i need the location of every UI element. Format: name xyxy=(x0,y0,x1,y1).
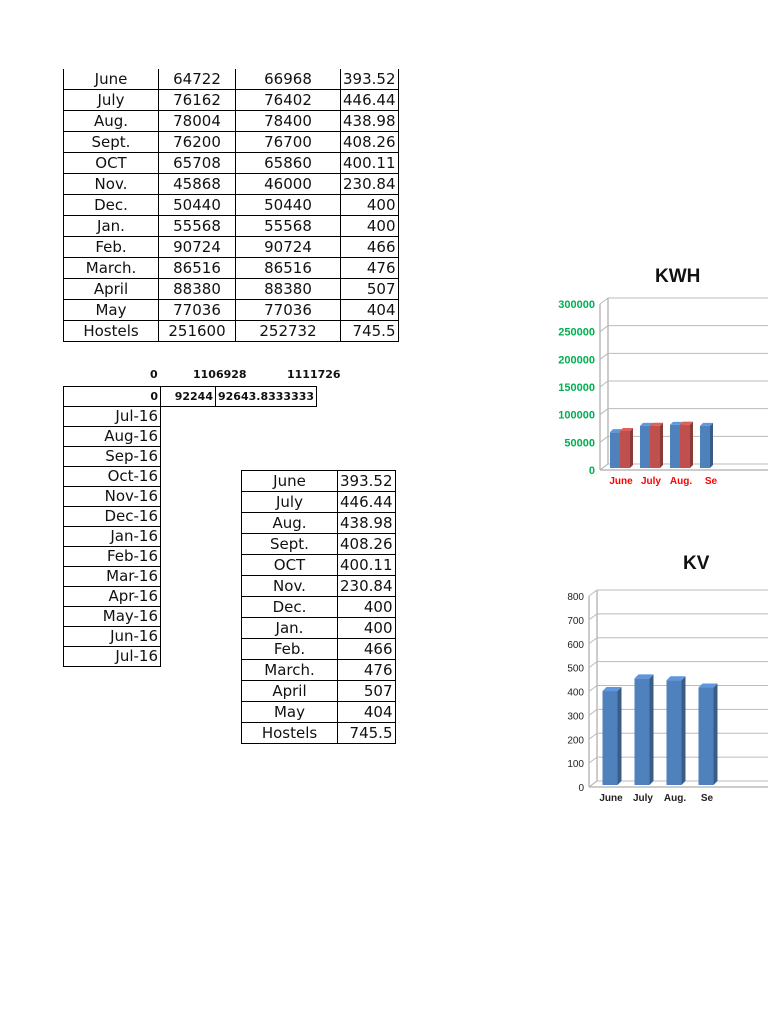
gridline xyxy=(589,638,597,644)
table-cell: 446.44 xyxy=(341,90,399,111)
y-tick-label: 300000 xyxy=(558,299,595,311)
y-tick-label: 700 xyxy=(567,615,584,627)
table-cell: 76200 xyxy=(159,132,236,153)
gridline xyxy=(589,614,597,620)
table-cell: 400 xyxy=(341,195,399,216)
table-cell: 64722 xyxy=(159,69,236,90)
table-row xyxy=(242,492,396,513)
table-cell: 408.26 xyxy=(338,534,396,555)
month-cell: Sep-16 xyxy=(64,447,161,467)
table-row xyxy=(64,153,399,174)
table-cell: 251600 xyxy=(159,321,236,342)
y-tick-label: 100 xyxy=(567,759,584,771)
table-row xyxy=(64,174,399,195)
month-cell: May-16 xyxy=(64,607,161,627)
table-cell: June xyxy=(242,471,338,492)
table-row xyxy=(64,279,399,300)
empty-cell xyxy=(161,627,216,647)
empty-cell xyxy=(161,407,216,427)
month-cell: Dec-16 xyxy=(64,507,161,527)
table-cell: 77036 xyxy=(236,300,341,321)
total-cell: 1106928 xyxy=(193,368,247,381)
table-row xyxy=(64,321,399,342)
table-cell: 88380 xyxy=(236,279,341,300)
table-cell: 230.84 xyxy=(341,174,399,195)
gridline xyxy=(600,436,608,442)
table-cell: 745.5 xyxy=(341,321,399,342)
y-tick-label: 0 xyxy=(588,465,595,477)
table-cell: 404 xyxy=(338,702,396,723)
bar-side xyxy=(630,428,633,468)
empty-cell xyxy=(216,427,317,447)
gridline xyxy=(589,686,597,692)
bar xyxy=(635,678,650,785)
kwh-bar-chart xyxy=(550,258,768,498)
table-cell: 438.98 xyxy=(341,111,399,132)
table-cell: 65860 xyxy=(236,153,341,174)
bar-side xyxy=(618,687,622,785)
gridline xyxy=(589,709,597,715)
table-cell: Jan. xyxy=(64,216,159,237)
table-cell: 507 xyxy=(338,681,396,702)
table-row xyxy=(64,90,399,111)
bar xyxy=(699,688,714,785)
empty-cell xyxy=(161,507,216,527)
kw-bar-chart xyxy=(550,545,768,815)
table-row xyxy=(64,216,399,237)
table-cell: OCT xyxy=(242,555,338,576)
month-cell: Jan-16 xyxy=(64,527,161,547)
x-tick-label: Aug. xyxy=(663,793,687,804)
table-cell: 55568 xyxy=(236,216,341,237)
table-row xyxy=(64,111,399,132)
bar-side xyxy=(650,674,654,785)
gridline xyxy=(600,298,608,304)
table-cell: 77036 xyxy=(159,300,236,321)
table-row xyxy=(64,132,399,153)
table-cell: Dec. xyxy=(242,597,338,618)
empty-cell xyxy=(161,487,216,507)
chart-title: KWH xyxy=(655,266,701,287)
x-tick-label: June xyxy=(599,793,623,804)
x-tick-label: July xyxy=(640,476,662,487)
table-cell: 76402 xyxy=(236,90,341,111)
table-cell: 76162 xyxy=(159,90,236,111)
table-cell: May xyxy=(242,702,338,723)
y-tick-label: 300 xyxy=(567,711,584,723)
totals-row xyxy=(63,368,341,384)
kw-data-table-body xyxy=(242,471,396,744)
table-cell: Nov. xyxy=(242,576,338,597)
table-cell: Feb. xyxy=(242,639,338,660)
bar-side xyxy=(682,676,686,785)
kwh-data-table-body xyxy=(64,69,399,342)
chart-x-ticks xyxy=(599,793,713,804)
table-cell: 393.52 xyxy=(338,471,396,492)
month-cell: Mar-16 xyxy=(64,567,161,587)
x-tick-label: Se xyxy=(700,793,714,804)
bar xyxy=(620,431,630,468)
bar-side xyxy=(690,422,693,468)
table-row xyxy=(242,471,396,492)
table-row xyxy=(242,555,396,576)
table-cell: July xyxy=(64,90,159,111)
table-cell: 404 xyxy=(341,300,399,321)
table-cell: 88380 xyxy=(159,279,236,300)
table-cell: 86516 xyxy=(159,258,236,279)
gridline xyxy=(589,781,597,787)
table-cell: OCT xyxy=(64,153,159,174)
table-cell: March. xyxy=(242,660,338,681)
y-tick-label: 150000 xyxy=(558,382,595,394)
month-cell: Oct-16 xyxy=(64,467,161,487)
table-cell: 446.44 xyxy=(338,492,396,513)
table-cell: 90724 xyxy=(236,237,341,258)
table-cell: 65708 xyxy=(159,153,236,174)
y-tick-label: 200 xyxy=(567,735,584,747)
y-tick-label: 600 xyxy=(567,639,584,651)
chart-y-ticks xyxy=(567,592,584,794)
table-cell: July xyxy=(242,492,338,513)
table-row xyxy=(64,300,399,321)
y-tick-label: 250000 xyxy=(558,326,595,339)
month-cell: Jul-16 xyxy=(64,407,161,427)
x-tick-label: Se xyxy=(704,476,718,487)
bar xyxy=(610,432,620,468)
table-row xyxy=(64,69,399,90)
table-row xyxy=(64,258,399,279)
table-row xyxy=(242,702,396,723)
bar-side xyxy=(660,423,663,468)
table-row xyxy=(242,681,396,702)
month-cell: Jun-16 xyxy=(64,627,161,647)
table-cell: 78400 xyxy=(236,111,341,132)
y-tick-label: 0 xyxy=(578,783,584,794)
y-tick-label: 800 xyxy=(567,592,584,603)
table-cell: 745.5 xyxy=(338,723,396,744)
table-row xyxy=(64,237,399,258)
table-cell: 400.11 xyxy=(341,153,399,174)
table-cell: April xyxy=(64,279,159,300)
gridline xyxy=(600,353,608,359)
table-cell: Sept. xyxy=(242,534,338,555)
table-cell: Aug. xyxy=(242,513,338,534)
x-tick-label: June xyxy=(609,476,633,487)
table-cell: 66968 xyxy=(236,69,341,90)
table-row xyxy=(242,618,396,639)
bar xyxy=(650,426,660,468)
table-cell: 466 xyxy=(341,237,399,258)
empty-cell xyxy=(161,587,216,607)
average-cell: 0 xyxy=(64,387,161,407)
y-tick-label: 50000 xyxy=(564,437,595,450)
table-cell: 408.26 xyxy=(341,132,399,153)
empty-cell xyxy=(161,427,216,447)
table-cell: 252732 xyxy=(236,321,341,342)
average-row xyxy=(64,387,317,407)
table-row xyxy=(242,534,396,555)
table-cell: 400 xyxy=(338,597,396,618)
table-cell: 50440 xyxy=(159,195,236,216)
gridline xyxy=(589,662,597,668)
table-row xyxy=(242,660,396,681)
table-cell: Sept. xyxy=(64,132,159,153)
x-tick-label: Aug. xyxy=(669,476,693,487)
table-row xyxy=(242,513,396,534)
table-cell: 476 xyxy=(338,660,396,681)
table-cell: Dec. xyxy=(64,195,159,216)
gridline xyxy=(600,326,608,332)
bar xyxy=(700,426,710,468)
table-cell: Feb. xyxy=(64,237,159,258)
table-cell: 393.52 xyxy=(341,69,399,90)
table-cell: 55568 xyxy=(159,216,236,237)
table-row xyxy=(64,195,399,216)
table-cell: June xyxy=(64,69,159,90)
table-cell: 76700 xyxy=(236,132,341,153)
table-cell: 45868 xyxy=(159,174,236,195)
table-row xyxy=(242,723,396,744)
empty-cell xyxy=(161,647,216,667)
y-tick-label: 200000 xyxy=(558,354,595,367)
bar xyxy=(603,691,618,785)
month-cell: Aug-16 xyxy=(64,427,161,447)
gridline xyxy=(600,409,608,415)
table-cell: 78004 xyxy=(159,111,236,132)
empty-cell xyxy=(161,447,216,467)
chart-y-ticks xyxy=(558,299,595,477)
gridline xyxy=(589,733,597,739)
chart-bars xyxy=(603,674,718,785)
chart-title: KV xyxy=(683,553,710,574)
empty-cell xyxy=(161,527,216,547)
kw-data-table xyxy=(241,470,396,744)
y-tick-label: 500 xyxy=(567,663,584,675)
bar-side xyxy=(714,684,718,785)
table-cell: 46000 xyxy=(236,174,341,195)
kwh-data-table xyxy=(63,69,399,342)
month-cell: Jul-16 xyxy=(64,647,161,667)
bar xyxy=(640,426,650,468)
table-cell: April xyxy=(242,681,338,702)
table-row xyxy=(242,576,396,597)
empty-cell xyxy=(161,607,216,627)
table-cell: 507 xyxy=(341,279,399,300)
empty-cell xyxy=(216,447,317,467)
total-cell: 1111726 xyxy=(287,368,341,381)
month-cell: Nov-16 xyxy=(64,487,161,507)
total-cell: 0 xyxy=(150,368,158,381)
bar-side xyxy=(710,423,713,468)
table-cell: Aug. xyxy=(64,111,159,132)
chart-bars xyxy=(610,422,713,468)
table-cell: 400 xyxy=(338,618,396,639)
table-cell: 466 xyxy=(338,639,396,660)
average-cell: 92244 xyxy=(161,387,216,407)
table-cell: 400 xyxy=(341,216,399,237)
table-cell: 400.11 xyxy=(338,555,396,576)
x-tick-label: July xyxy=(632,793,654,804)
chart-x-ticks xyxy=(609,476,717,487)
empty-cell xyxy=(161,547,216,567)
table-cell: Hostels xyxy=(242,723,338,744)
table-cell: 230.84 xyxy=(338,576,396,597)
gridline xyxy=(600,381,608,387)
table-cell: 86516 xyxy=(236,258,341,279)
empty-cell xyxy=(161,467,216,487)
empty-cell xyxy=(161,567,216,587)
month-row xyxy=(64,427,317,447)
table-row xyxy=(242,639,396,660)
table-cell: 90724 xyxy=(159,237,236,258)
table-cell: 438.98 xyxy=(338,513,396,534)
bar xyxy=(670,425,680,468)
table-cell: Nov. xyxy=(64,174,159,195)
table-cell: 476 xyxy=(341,258,399,279)
gridline xyxy=(600,464,608,470)
month-cell: Feb-16 xyxy=(64,547,161,567)
table-cell: Jan. xyxy=(242,618,338,639)
table-cell: 50440 xyxy=(236,195,341,216)
table-cell: May xyxy=(64,300,159,321)
month-row xyxy=(64,447,317,467)
table-row xyxy=(242,597,396,618)
bar xyxy=(680,425,690,468)
month-row xyxy=(64,407,317,427)
average-cell: 92643.8333333 xyxy=(216,387,317,407)
month-cell: Apr-16 xyxy=(64,587,161,607)
bar xyxy=(667,680,682,785)
gridline xyxy=(589,590,597,596)
table-cell: Hostels xyxy=(64,321,159,342)
gridline xyxy=(589,757,597,763)
y-tick-label: 400 xyxy=(567,687,584,699)
y-tick-label: 100000 xyxy=(558,409,595,422)
empty-cell xyxy=(216,407,317,427)
table-cell: March. xyxy=(64,258,159,279)
